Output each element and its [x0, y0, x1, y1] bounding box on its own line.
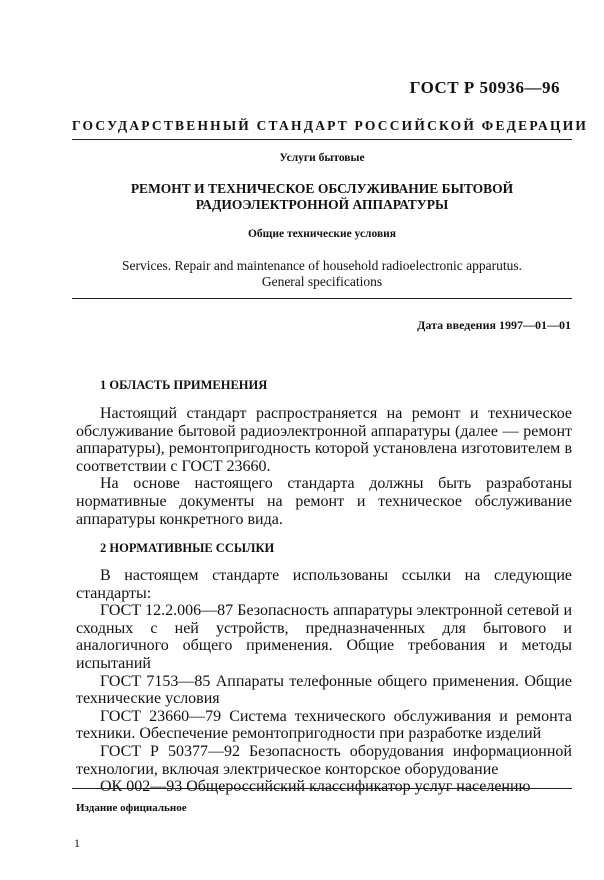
section2-body [76, 567, 572, 796]
doc-subtitle: Услуги бытовые [279, 152, 365, 164]
english-title [72, 258, 572, 290]
english-title-line1: Services. Repair and maintenance of household radioelectronic apparutus. [122, 258, 522, 273]
reference-item: ОК 002—93 Общероссийский классификатор услуг населению [100, 778, 531, 796]
english-title-line2: General specifications [261, 274, 383, 289]
introduction-date: Дата введения 1997—01—01 [417, 318, 571, 332]
reference-item: ГОСТ Р 50377—92 Безопасность оборудования информационной технологии, включая электрическое конторское оборудование [76, 742, 572, 778]
gost-code: ГОСТ Р 50936—96 [409, 78, 560, 97]
title-rule [72, 298, 572, 299]
general-conditions: Общие технические условия [247, 228, 397, 240]
footer-rule [72, 788, 572, 789]
official-edition-label: Издание официальное [76, 802, 187, 814]
section1-body [76, 405, 572, 528]
reference-item: ГОСТ 7153—85 Аппараты телефонные общего применения. Общие технические условия [76, 672, 572, 708]
state-standard-heading: ГОСУДАРСТВЕННЫЙ СТАНДАРТ РОССИЙСКОЙ ФЕДЕРАЦИИ [72, 118, 589, 133]
section2-paragraph: В настоящем стандарте использованы ссылки на следующие стандарты: [76, 567, 572, 602]
doc-title-line1: РЕМОНТ И ТЕХНИЧЕСКОЕ ОБСЛУЖИВАНИЕ БЫТОВОЙ [130, 181, 514, 196]
section2-heading: 2 НОРМАТИВНЫЕ ССЫЛКИ [100, 541, 275, 555]
section1-paragraph: Настоящий стандарт распространяется на ремонт и техническое обслуживание бытовой радиоэлектронной аппаратуры (далее — ремонт аппаратуры), ремонтопригодность которой установлена изготовителем в соответствии с ГОСТ 23660. [76, 405, 572, 475]
section1-heading: 1 ОБЛАСТЬ ПРИМЕНЕНИЯ [100, 378, 268, 392]
section1-paragraph: На основе настоящего стандарта должны быть разработаны нормативные документы на ремонт и техническое обслуживание аппаратуры конкретного вида. [76, 475, 572, 528]
reference-item: ГОСТ 12.2.006—87 Безопасность аппаратуры электронной сетевой и сходных с ней устройств, предназначенных для бытового и аналогичного общего применения. Общие требования и методы испытаний [76, 602, 572, 672]
reference-item: ГОСТ 23660—79 Система технического обслуживания и ремонта техники. Обеспечение ремонтопригодности при разработке изделий [76, 707, 572, 743]
page-number: 1 [74, 836, 80, 850]
doc-title [72, 181, 572, 213]
header-rule [72, 139, 572, 140]
doc-title-line2: РАДИОЭЛЕКТРОННОЙ АППАРАТУРЫ [195, 197, 449, 212]
